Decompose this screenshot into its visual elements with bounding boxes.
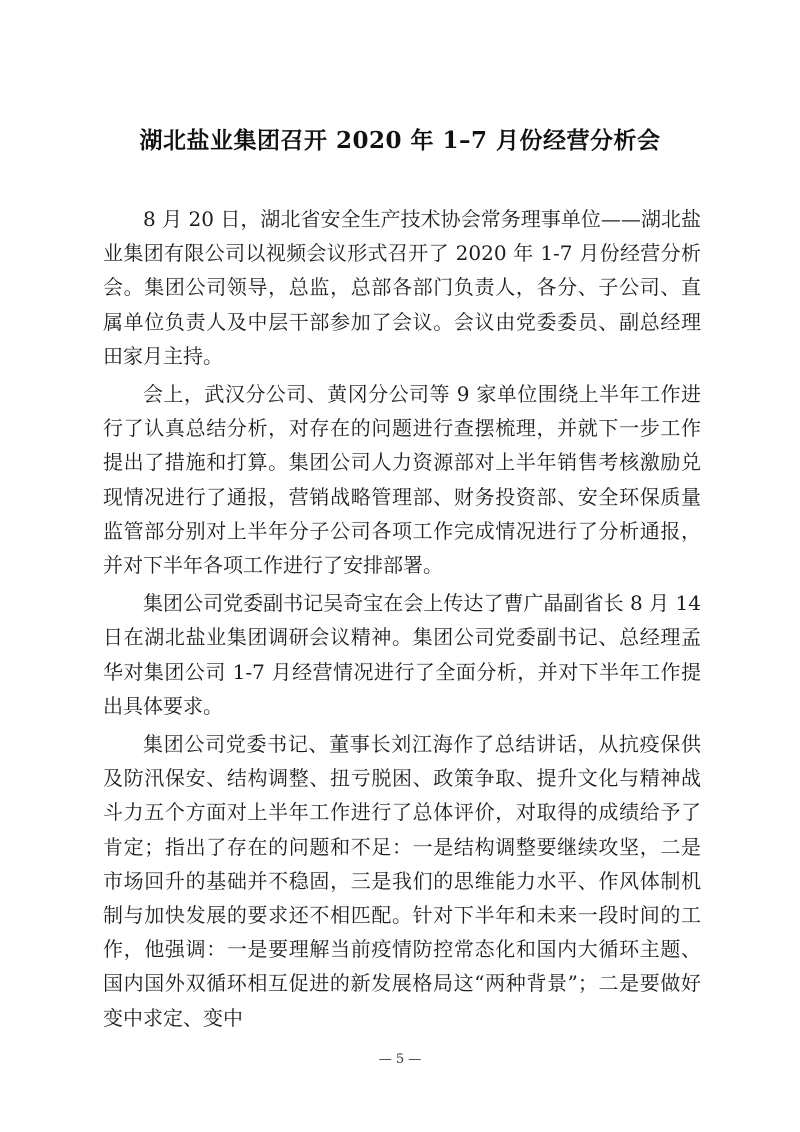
paragraph-meeting-intro: 8 月 20 日，湖北省安全生产技术协会常务理事单位——湖北盐业集团有限公司以视频会议形式召开了 2020 年 1-7 月份经营分析会。集团公司领导，总监，总部各部门负责人，各分、子公司、直属单位负责人及中层干部参加了会议。会议由党委委员、副总经理田家月主持。 [103, 207, 701, 368]
paragraph-leadership-remarks: 集团公司党委副书记吴奇宝在会上传达了曹广晶副省长 8 月 14 日在湖北盐业集团调研会议精神。集团公司党委副书记、总经理孟华对集团公司 1-7 月经营情况进行了全面分析，并对下半年工作提出具体要求。 [103, 591, 701, 718]
paragraph-unit-reports: 会上，武汉分公司、黄冈分公司等 9 家单位围绕上半年工作进行了认真总结分析，对存在的问题进行查摆梳理，并就下一步工作提出了措施和打算。集团公司人力资源部对上半年销售考核激励兑现情况进行了通报，营销战略管理部、财务投资部、安全环保质量监管部分别对上半年分子公司各项工作完成情况进行了分析通报，并对下半年各项工作进行了安排部署。 [103, 382, 701, 578]
page-number: — 5 — [378, 1052, 422, 1067]
document-body [103, 202, 701, 1039]
paragraph-summary-speech: 集团公司党委书记、董事长刘江海作了总结讲话，从抗疫保供及防汛保安、结构调整、扭亏脱困、政策争取、提升文化与精神战斗力五个方面对上半年工作进行了总体评价，对取得的成绩给予了肯定；指出了存在的问题和不足：一是结构调整要继续攻坚，二是市场回升的基础并不稳固，三是我们的思维能力水平、作风体制机制与加快发展的要求还不相匹配。针对下半年和未来一段时间的工作，他强调：一是要理解当前疫情防控常态化和国内大循环主题、国内国外双循环相互促进的新发展格局这“两种背景”；二是要做好变中求定、变中 [103, 732, 701, 1030]
document-title: 湖北盐业集团召开 2020 年 1–7 月份经营分析会 [139, 127, 661, 154]
